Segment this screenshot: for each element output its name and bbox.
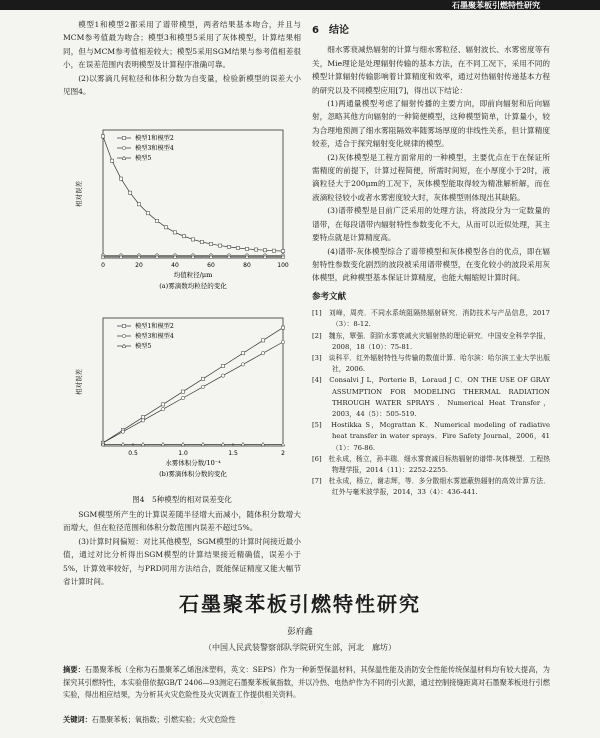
x-tick-label: 20 — [135, 262, 143, 269]
y-axis-label: 相对误差 — [75, 181, 83, 207]
conclusion-point-2: (2)灰体模型是工程方面常用的一种模型，主要优点在于在保证所需精度的前提下，计算过程简便，所需时间短，在小厚度小于2时，液滴粒径大于200μm的工况下，灰体模型能取得较为精准解析解，而在液滴粒径较小或者水雾密度较大时，灰体模型则体现出其缺陷。 — [312, 152, 550, 202]
reference-item: [5] Hostikka S，Mcgrattan K．Numerical modeling of radiative heat transfer in water sprays．Fire Safety Journal，2006，41（1）：76-86. — [312, 421, 550, 452]
figure-4b — [63, 310, 301, 494]
x-tick-label: 1.0 — [178, 450, 188, 457]
left-paragraph-1: 模型1和模型2都采用了谱带模型，两者结果基本吻合，并且与MCM参考值最为吻合；模型3和模型5采用了灰体模型，计算结果相同，但与MCM参考值相差较大；模型5采用SGM结果与参考值相差很小，在误差范围内表明模型及计算程序准确可靠。 — [63, 20, 301, 70]
chart-subcaption: (b)雾滴体积分数的变化 — [159, 470, 227, 478]
data-point — [110, 159, 113, 162]
reference-item: [3] 谈科平．红外辐射特性与传输的数值计算．哈尔滨：哈尔滨工业大学出版社，2006. — [312, 353, 550, 374]
section-conclusion-title: 6 结论 — [312, 25, 349, 36]
x-tick-label: 80 — [243, 262, 251, 269]
article-keywords — [63, 715, 550, 725]
conclusion-point-4: (4)谱带-灰体模型综合了谱带模型和灰体模型各自的优点，即在辐射特性参数变化剧烈的波段被采用谱带模型，在变化较小的波段采用灰体模型，此种模型基本保证计算精度，也能大幅缩短计算时间。 — [312, 246, 550, 283]
data-point — [218, 244, 221, 247]
x-tick-label: 60 — [207, 262, 215, 269]
figure-4-caption: 图4 5种模型的相对误差变化 — [132, 495, 232, 504]
data-point — [272, 249, 275, 252]
x-tick-label: 0 — [101, 262, 105, 269]
data-point — [181, 396, 184, 399]
data-point — [164, 226, 167, 229]
x-axis-label: 均值粒径/μm — [173, 271, 213, 279]
abstract-label: 摘要： — [63, 665, 85, 674]
series-line — [103, 342, 283, 443]
data-point — [236, 246, 239, 249]
article-affiliation: （中国人民武装警察部队学院研究生部，河北 廊坊） — [204, 643, 396, 652]
data-point — [281, 249, 284, 252]
legend-marker — [122, 136, 125, 139]
data-point — [263, 249, 266, 252]
data-point — [141, 419, 144, 422]
data-point — [201, 385, 204, 388]
data-point — [141, 416, 144, 419]
data-point — [245, 247, 248, 250]
left-after-paragraph-2: (3)计算时间偏短：对比其他模型，SGM模型的计算时间接近最小值，通过对比分析得出SGM模型的计算结果接近精确值，误差小于5%，计算效率较好，与PRD同用方法结合，既能保证精度又能大幅节省计算时间。 — [63, 536, 301, 587]
references-title: 参考文献 — [312, 291, 347, 302]
article-abstract — [63, 664, 550, 702]
chart-subcaption: (a)雾滴数均粒径的变化 — [159, 282, 227, 290]
running-header-bar — [0, 0, 600, 10]
data-point — [241, 352, 244, 355]
conclusion-point-3: (3)谱带模型是目前广泛采用的处理方法，将波段分为一定数量的谱带，在每段谱带内辐射特性参数变化不大，从而可以近似处理，其主要特点就是计算精度高。 — [312, 206, 550, 243]
data-point — [121, 430, 124, 433]
figure-4a — [63, 122, 301, 306]
x-tick-label: 0.5 — [128, 450, 138, 457]
left-column-after-figure — [63, 508, 301, 588]
legend-marker — [122, 146, 125, 149]
data-point — [137, 203, 140, 206]
right-column — [312, 18, 550, 499]
data-point — [221, 374, 224, 377]
keywords-text: 石墨聚苯板；氧指数；引燃实验；火灾危险性 — [91, 715, 236, 724]
data-point — [155, 219, 158, 222]
reference-item: [4] Consalvi J L，Porterie B，Loraud J C．ON THE USE OF GRAY ASSUMPTION FOR MODELING THERMAL RADIATION THROUGH WATER SPRAYS．Numerical Heat Transfer，2003，44（5）：505-519. — [312, 376, 550, 418]
reference-item: [1] 刘峰，周亮．不同水系统阻隔热辐射研究．消防技术与产品信息，2017（3）：8-12. — [312, 309, 550, 329]
x-axis-label: 水雾体积分数/10⁻⁴ — [165, 459, 221, 467]
running-header-title: 石墨聚苯板引燃特性研究 — [452, 0, 540, 10]
legend-label: 模型5 — [135, 155, 152, 163]
data-point — [241, 363, 244, 366]
data-point — [101, 135, 104, 138]
legend-label: 模型5 — [135, 343, 152, 351]
x-tick-label: 2 — [281, 450, 285, 457]
data-point — [281, 326, 284, 329]
legend-marker — [122, 324, 125, 327]
reference-item: [6] 杜永成，杨立，孙丰瑞．细水雾衰减目标热辐射的谱带-灰体模型．工程热物理学报，2014（11）：2252-2255. — [312, 454, 550, 474]
data-point — [161, 403, 164, 406]
data-point — [181, 390, 184, 393]
data-point — [261, 352, 264, 355]
legend-label: 模型1和模型2 — [135, 323, 174, 331]
article-title: 石墨聚苯板引燃特性研究 — [179, 592, 421, 616]
data-point — [254, 248, 257, 251]
data-point — [227, 245, 230, 248]
left-column — [63, 18, 301, 98]
data-point — [119, 177, 122, 180]
plot-frame — [103, 318, 283, 446]
data-point — [191, 238, 194, 241]
legend-label: 模型1和模型2 — [135, 135, 174, 143]
reference-item: [7] 杜永成，杨立，谢志辉，等．多分散细水雾遮蔽热辐射的高效计算方法．红外与毫米波学报，2014，33（4）：436-441. — [312, 477, 550, 497]
article-author: 彭府鑫 — [287, 627, 313, 637]
data-point — [161, 408, 164, 411]
abstract-text: 石墨聚苯板（全称为石墨聚苯乙烯泡沫塑料，英文：SEPS）作为一种新型保温材料，其保温性能及消防安全性能传统保温材料均有较大提高，为探究其引燃特性，本实验借依据GB/T 2406—93测定石墨聚苯板氧指数，并以冷热、电热炉作为不同的引火源，通过控制接缝距离对石墨聚苯板进行引燃实验，得出相应结果，为分析其火灾危险性及火灾调查工作提供相关资料。 — [63, 665, 550, 699]
figure-4b-plot — [63, 310, 301, 490]
data-point — [128, 191, 131, 194]
keywords-label: 关键词： — [63, 715, 92, 724]
conclusion-intro: 细水雾衰减热辐射的计算与细水雾粒径、辐射波长、水雾密度等有关，Mie理论是处理辐射传输的基本方法，在不同工况下，采用不同的模型计算辐射传输影响着计算精度和效率，通过对热辐射传递基本方程的研究以及不同模型应用[7]，得出以下结论： — [312, 45, 550, 95]
data-point — [209, 242, 212, 245]
conclusion-point-1: (1)两通量模型考虑了辐射传播的主要方向，即前向辐射和后向辐射，忽略其他方向辐射的一种简便模型，这种模型简单，计算量小，较为合理地预测了细水雾阻隔效率随雾场厚度的非线性关系，但计算精度较差，适合于探究辐射变化规律的模型。 — [312, 99, 550, 149]
left-paragraph-2: (2)以雾滴几何粒径和体积分数为自变量，检验新模型的误差大小见图4。 — [63, 73, 301, 97]
data-point — [173, 231, 176, 234]
series-line — [103, 328, 283, 443]
data-point — [200, 240, 203, 243]
x-tick-label: 100 — [277, 262, 289, 269]
y-axis-label: 相对误差 — [75, 369, 83, 395]
reference-item: [2] 魏东，覃强．阴阶水雾衰减火灾辐射热的理论研究．中国安全科学学报，2008，18（10）：75-81. — [312, 331, 550, 351]
data-point — [201, 377, 204, 380]
x-tick-label: 1.5 — [228, 450, 238, 457]
left-after-paragraph-1: SGM模型所产生的计算误差随半径增大而减小，随体积分数增大而增大，但在粒径范围和体积分数范围内误差不超过5%。 — [63, 510, 301, 533]
data-point — [261, 339, 264, 342]
legend-marker — [122, 334, 125, 337]
x-tick-label: 40 — [171, 262, 179, 269]
data-point — [281, 340, 284, 343]
data-point — [146, 212, 149, 215]
figure-4a-plot — [63, 122, 301, 302]
legend-label: 模型3和模型4 — [135, 333, 174, 341]
references-list — [312, 308, 550, 498]
data-point — [221, 364, 224, 367]
data-point — [182, 235, 185, 238]
legend-label: 模型3和模型4 — [135, 145, 174, 153]
